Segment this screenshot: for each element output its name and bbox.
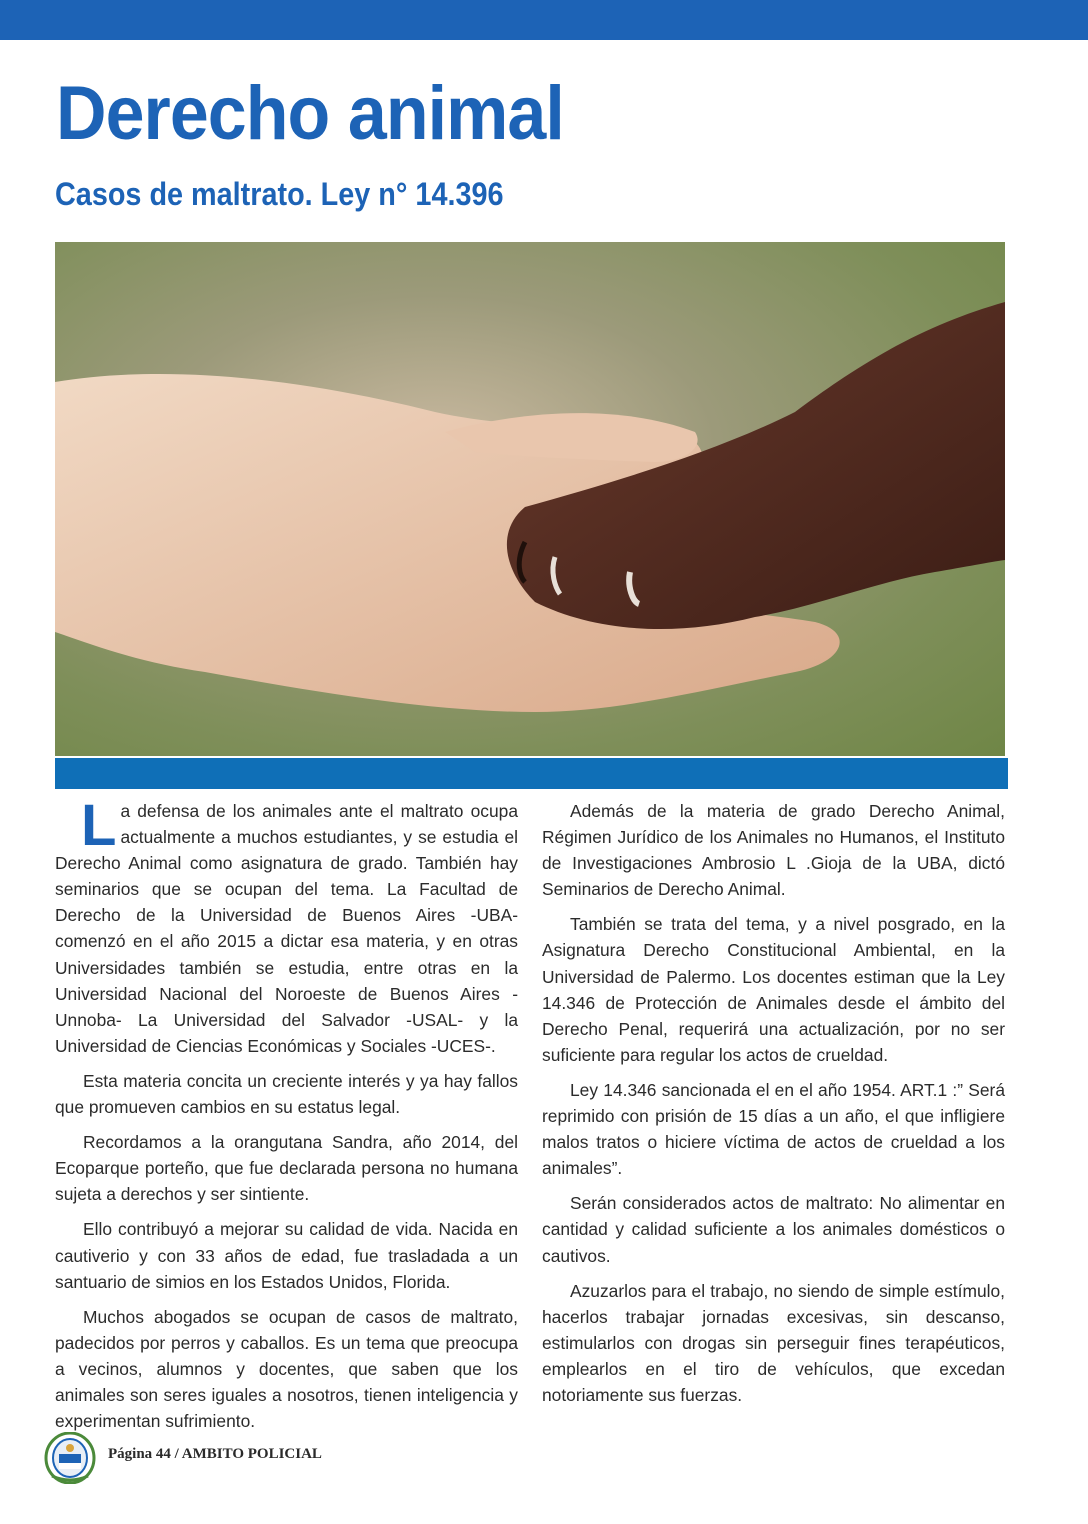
article-paragraph: Muchos abogados se ocupan de casos de maltrato, padecidos por perros y caballos. Es un tema que preocupa a vecinos, alumnos y docentes, que saben que los animales son seres iguales a nosotros, tienen inteligencia y experimentan sufrimiento.: [55, 1306, 518, 1432]
article-paragraph: Azuzarlos para el trabajo, no siendo de simple estímulo, hacerlos trabajar jornadas excesivas, sin descanso, estimularlos con drogas sin perseguir fines terapéuticos, emplearlos en el tiro de vehículos, que excedan notoriamente sus fuerzas.: [542, 1280, 1005, 1405]
article-paragraph: Ley 14.346 sancionada el en el año 1954. ART.1 :” Será reprimido con prisión de 15 días a un año, el que infligiere malos tratos o hiciere víctima de actos de crueldad a los animales”.: [542, 1079, 1005, 1179]
article-paragraph: También se trata del tema, y a nivel posgrado, en la Asignatura Derecho Constitucional Ambiental, en la Universidad de Palermo. Los docentes estiman que la Ley 14.346 de Protección de Animales desde el ámbito del Derecho Penal, requerirá una actualización, por no ser suficiente para regular los actos de crueldad.: [542, 914, 1005, 1065]
photo-caption-bar: [55, 758, 1008, 789]
article-paragraph: Recordamos a la orangutana Sandra, año 2014, del Ecoparque porteño, que fue declarada persona no humana sujeta a derechos y ser sintiente.: [55, 1132, 518, 1205]
drop-cap: L: [81, 793, 117, 858]
article-paragraph: Ello contribuyó a mejorar su calidad de vida. Nacida en cautiverio y con 33 años de edad, fue trasladada a un santuario de simios en los Estados Unidos, Florida.: [55, 1219, 518, 1292]
page-subtitle: Casos de maltrato. Ley n° 14.396: [55, 176, 504, 212]
article-right-column: [542, 798, 1005, 1417]
article-paragraph: Esta materia concita un creciente interés y ya hay fallos que promueven cambios en su estatus legal.: [55, 1070, 518, 1118]
hand-and-paw-illustration: [55, 242, 1005, 756]
page-footer: [44, 1432, 444, 1488]
page-title: Derecho animal: [56, 71, 564, 156]
article-paragraph: La defensa de los animales ante el maltrato ocupa actualmente a muchos estudiantes, y se estudia el Derecho Animal como asignatura de grado. También hay seminarios que se ocupan del tema. La Facultad de Derecho de la Universidad de Buenos Aires -UBA- comenzó en el año 2015 a dictar esa materia, y en otras Universidades también se estudia, entre otras en la Universidad Nacional del Noroeste de Buenos Aires -Unnoba- La Universidad del Salvador -USAL- y la Universidad de Ciencias Económicas y Sociales -UCES-.: [55, 793, 518, 1056]
top-color-bar: [0, 0, 1088, 40]
footer-page-label: Página 44 / AMBITO POLICIAL: [108, 1446, 322, 1462]
article-left-column: [55, 793, 518, 1443]
article-paragraph: Serán considerados actos de maltrato: No alimentar en cantidad y calidad suficiente a los animales domésticos o cautivos.: [542, 1193, 1005, 1266]
article-paragraph: Además de la materia de grado Derecho Animal, Régimen Jurídico de los Animales no Humanos, el Instituto de Investigaciones Ambrosio L .Gioja de la UBA, dictó Seminarios de Derecho Animal.: [542, 801, 1005, 900]
police-crest-icon: [44, 1432, 96, 1484]
hero-photo: [55, 242, 1005, 756]
